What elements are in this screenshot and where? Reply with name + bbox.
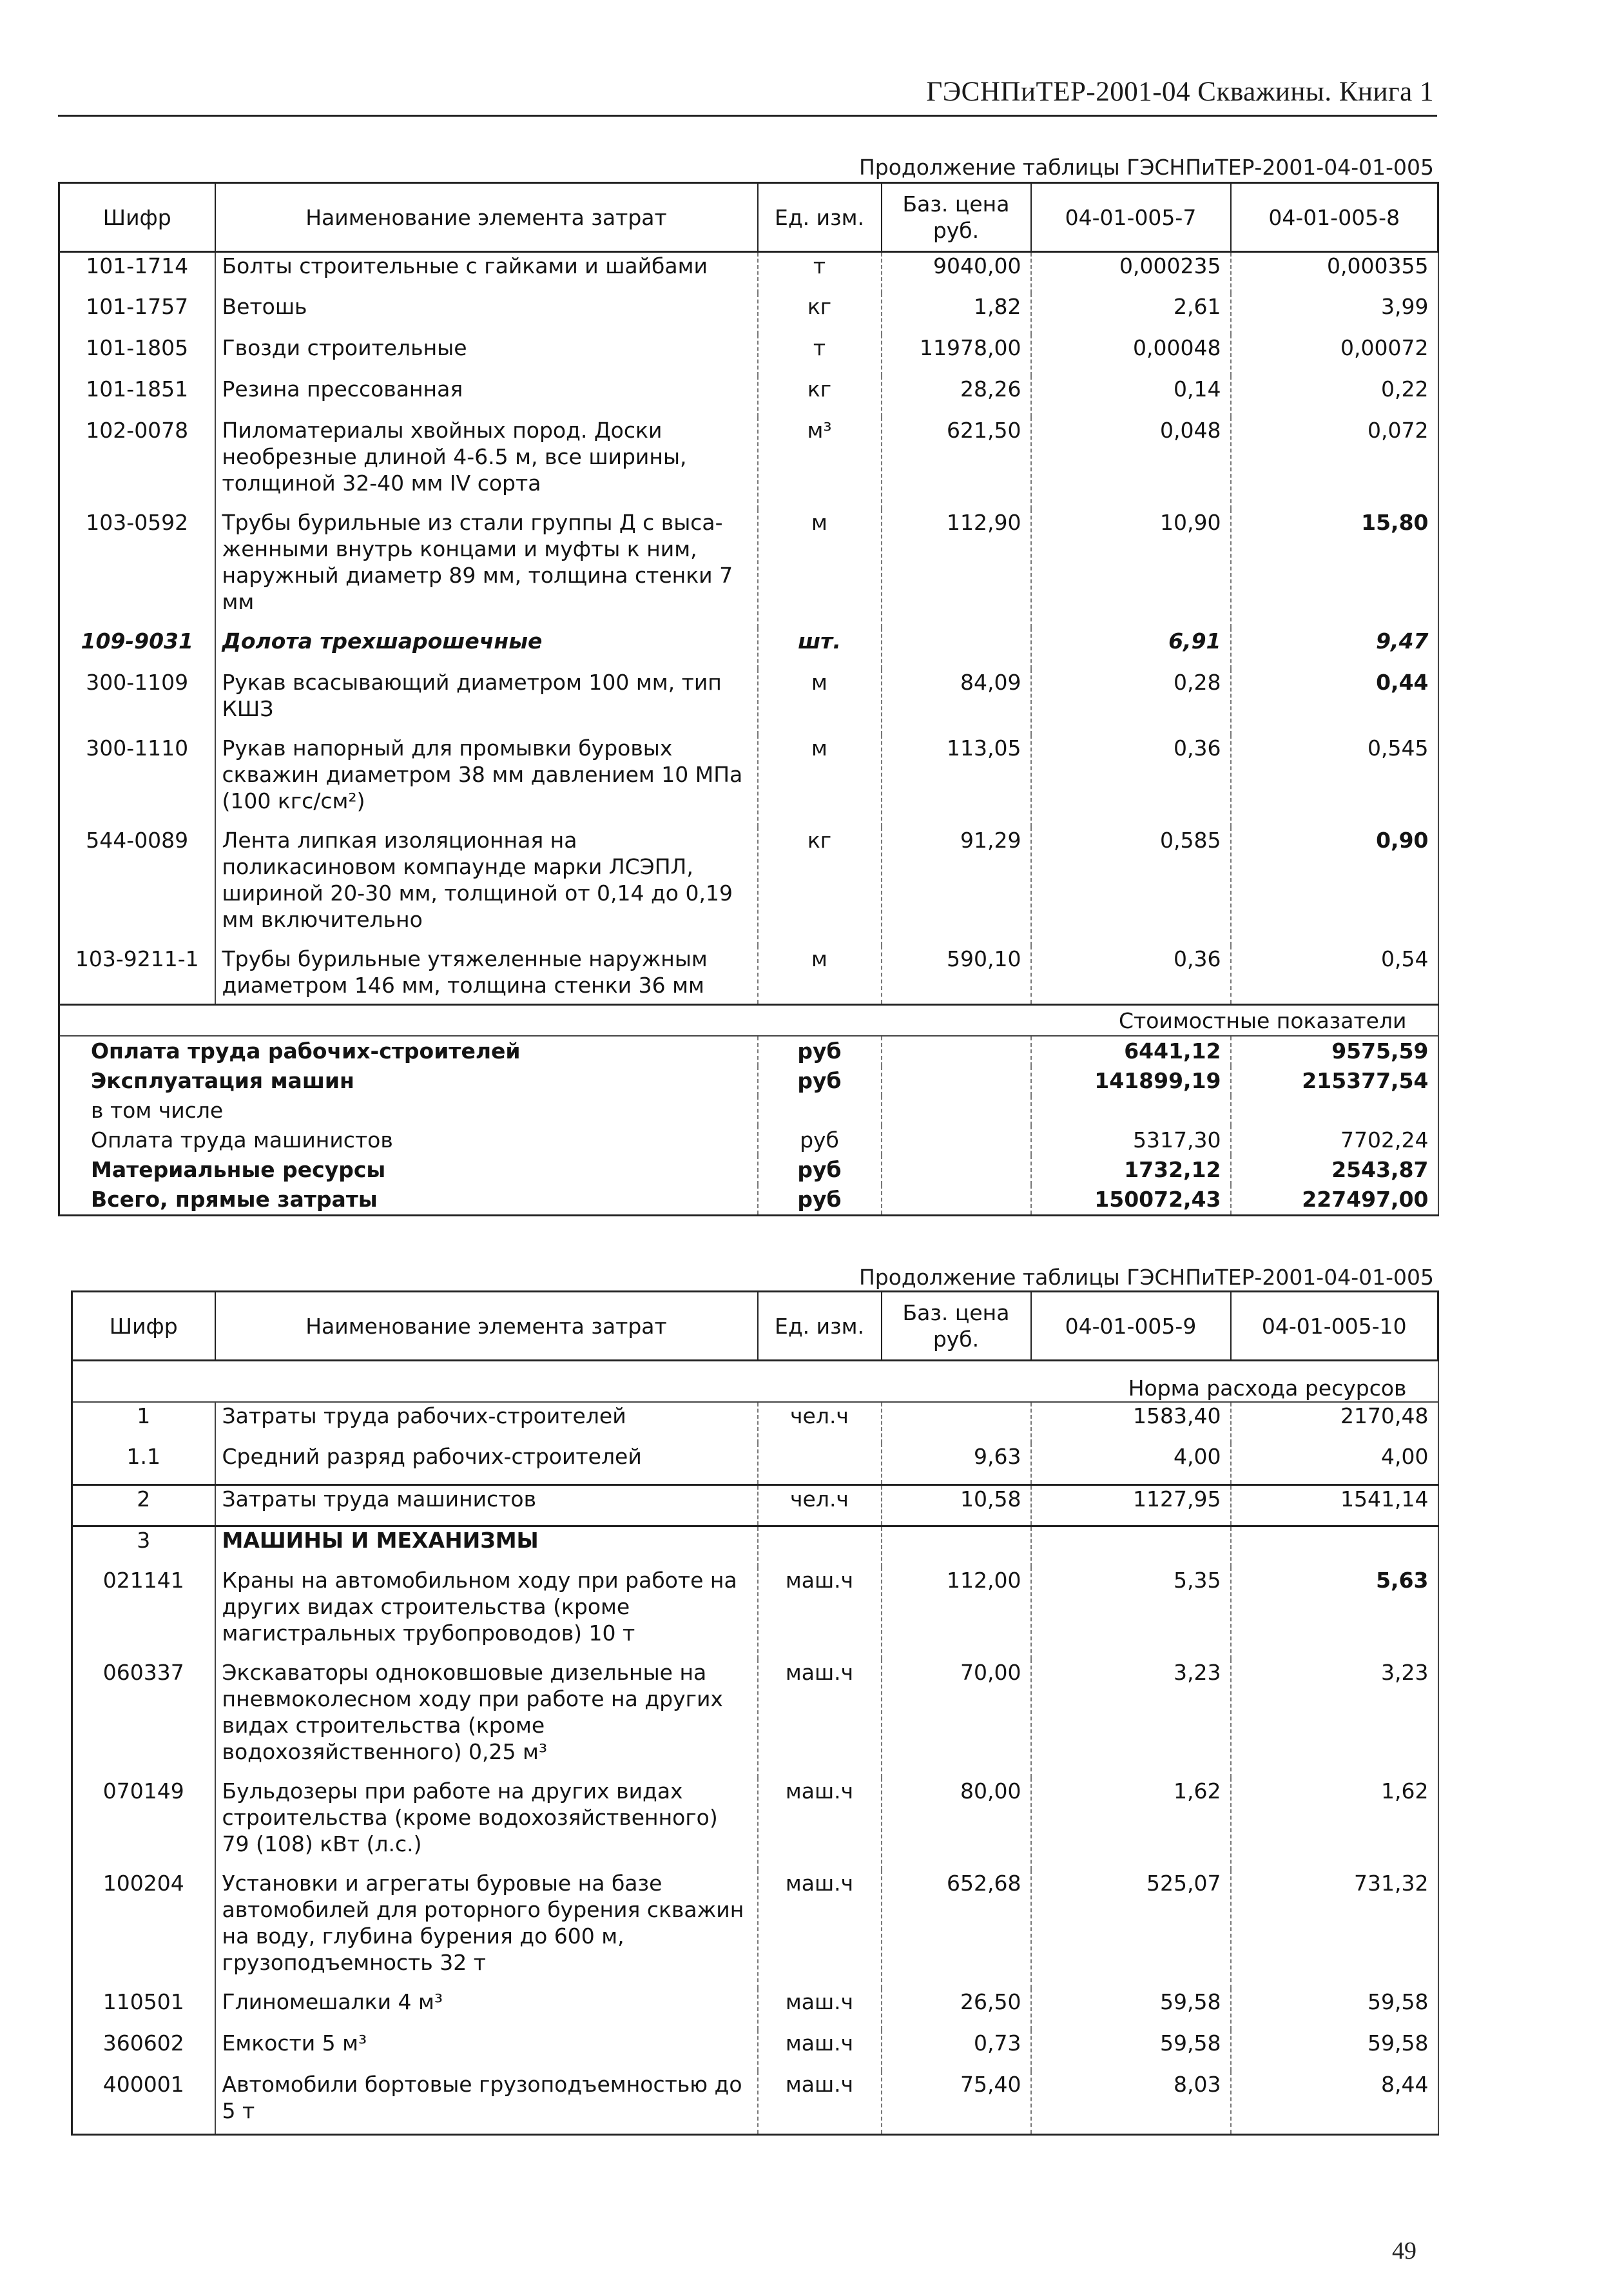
summary-label: Оплата труда рабочих-строителей <box>91 1038 521 1064</box>
row-value-col8: 0,545 <box>1231 735 1438 827</box>
row-code: 101-1805 <box>86 335 189 360</box>
col-header-unit: Ед. изм. <box>758 1292 882 1361</box>
cost-band-label: Стоимостные показатели <box>59 1005 1438 1037</box>
row-value-col9: 59,58 <box>1031 1989 1231 2030</box>
row-unit: т <box>758 252 882 293</box>
table2-caption: Продолжение таблицы ГЭСНПиТЕР-2001-04-01-005 <box>858 1265 1434 1290</box>
row-value-col8: 0,000355 <box>1231 252 1438 293</box>
row-name: Экскаваторы одноковшовые дизельные на пневмоколесном ходу при работе на других видах строительства (кроме водохозяйственного) 0,25 м³ <box>215 1659 758 1778</box>
summary-unit <box>758 1096 882 1125</box>
row-unit: маш.ч <box>758 1778 882 1870</box>
row-value-col9: 4,00 <box>1031 1443 1231 1485</box>
summary-value-col7: 6441,12 <box>1031 1036 1231 1066</box>
col-header-price: Баз. цена руб. <box>882 183 1031 252</box>
row-value-col8: 15,80 <box>1231 509 1438 628</box>
row-name: Рукав всасывающий диаметром 100 мм, тип КШЗ <box>215 669 758 735</box>
summary-label: Оплата труда машинистов <box>91 1127 393 1153</box>
row-price: 26,50 <box>882 1989 1031 2030</box>
row-value-col9 <box>1031 1526 1231 1567</box>
table-row <box>72 1526 1438 1567</box>
running-header: ГЭСНПиТЕР-2001-04 Скважины. Книга 1 <box>926 77 1434 107</box>
row-value-col8: 0,44 <box>1231 669 1438 735</box>
col-header-name: Наименование элемента затрат <box>215 1292 758 1361</box>
row-code: 2 <box>72 1485 215 1526</box>
row-name: Средний разряд рабочих-строителей <box>215 1443 758 1485</box>
table2-header-row <box>72 1292 1438 1361</box>
summary-value-col8: 227497,00 <box>1231 1185 1438 1216</box>
row-price: 0,73 <box>882 2030 1031 2071</box>
row-code: 021141 <box>102 1568 184 1593</box>
row-name: Бульдозеры при работе на других видах строительства (кроме водохозяйственного) 79 (108) кВт (л.с.) <box>215 1778 758 1870</box>
col-header-code: Шифр <box>59 183 215 252</box>
summary-value-col8: 9575,59 <box>1231 1036 1438 1066</box>
row-name: Затраты труда рабочих-строителей <box>215 1402 758 1443</box>
col-header-code: Шифр <box>72 1292 215 1361</box>
row-name: Гвозди строительные <box>215 335 758 376</box>
row-price: 590,10 <box>882 946 1031 1005</box>
row-price: 84,09 <box>882 669 1031 735</box>
table-row <box>59 509 1438 628</box>
summary-row <box>59 1155 1438 1185</box>
table-row <box>72 1485 1438 1526</box>
summary-value-col8: 7702,24 <box>1231 1125 1438 1155</box>
row-unit <box>758 1526 882 1567</box>
table-row <box>72 2071 1438 2134</box>
row-value-col7: 6,91 <box>1031 628 1231 669</box>
summary-empty <box>882 1066 1031 1096</box>
row-unit <box>758 1443 882 1485</box>
row-code: 360602 <box>102 2030 184 2056</box>
row-value-col10: 5,63 <box>1231 1567 1438 1659</box>
row-code: 101-1851 <box>86 376 189 402</box>
row-value-col8: 0,22 <box>1231 376 1438 417</box>
summary-empty <box>882 1096 1031 1125</box>
col-header-name: Наименование элемента затрат <box>215 183 758 252</box>
row-price <box>882 628 1031 669</box>
table1-header-row <box>59 183 1438 252</box>
summary-empty <box>882 1036 1031 1066</box>
row-code: 070149 <box>102 1778 184 1804</box>
table-row <box>72 1443 1438 1485</box>
row-price: 75,40 <box>882 2071 1031 2134</box>
row-code: 110501 <box>102 1989 184 2014</box>
row-code: 1.1 <box>126 1444 160 1469</box>
row-value-col8: 9,47 <box>1231 628 1438 669</box>
row-value-col10: 3,23 <box>1231 1659 1438 1778</box>
row-unit: кг <box>758 293 882 335</box>
summary-row <box>59 1185 1438 1216</box>
col-header-col9: 04-01-005-9 <box>1031 1292 1231 1361</box>
row-name: Затраты труда машинистов <box>215 1485 758 1526</box>
row-price: 9,63 <box>882 1443 1031 1485</box>
col-header-price: Баз. цена руб. <box>882 1292 1031 1361</box>
row-price: 113,05 <box>882 735 1031 827</box>
summary-unit: руб <box>758 1066 882 1096</box>
table-row <box>72 1870 1438 1989</box>
row-code: 400001 <box>102 2072 184 2097</box>
row-value-col9: 3,23 <box>1031 1659 1231 1778</box>
row-name: Ветошь <box>215 293 758 335</box>
row-value-col9: 5,35 <box>1031 1567 1231 1659</box>
row-unit: м <box>758 946 882 1005</box>
row-unit: маш.ч <box>758 2071 882 2134</box>
summary-value-col7 <box>1031 1096 1231 1125</box>
row-unit: шт. <box>758 628 882 669</box>
row-name: Лента липкая изоляционная на поликасиновом компаунде марки ЛСЭПЛ, шириной 20-30 мм, толщиной от 0,14 до 0,19 мм включительно <box>215 827 758 946</box>
summary-empty <box>882 1125 1031 1155</box>
row-name: Рукав напорный для промывки буровых скважин диаметром 38 мм давлением 10 МПа (100 кгс/см²) <box>215 735 758 827</box>
row-code: 544-0089 <box>86 827 189 853</box>
row-value-col9: 1127,95 <box>1031 1485 1231 1526</box>
row-unit: кг <box>758 376 882 417</box>
row-code: 101-1757 <box>86 293 189 319</box>
summary-value-col7: 1732,12 <box>1031 1155 1231 1185</box>
row-name: Автомобили бортовые грузоподъемностью до 5 т <box>215 2071 758 2134</box>
row-value-col9: 1583,40 <box>1031 1402 1231 1443</box>
row-value-col8: 0,072 <box>1231 417 1438 509</box>
row-value-col7: 0,36 <box>1031 735 1231 827</box>
row-unit: чел.ч <box>758 1402 882 1443</box>
row-unit: маш.ч <box>758 1870 882 1989</box>
row-price: 70,00 <box>882 1659 1031 1778</box>
row-code: 3 <box>72 1526 215 1567</box>
row-value-col7: 0,28 <box>1031 669 1231 735</box>
row-code: 300-1110 <box>86 735 189 761</box>
row-unit: чел.ч <box>758 1485 882 1526</box>
row-price: 1,82 <box>882 293 1031 335</box>
row-value-col10: 8,44 <box>1231 2071 1438 2134</box>
summary-value-col7: 150072,43 <box>1031 1185 1231 1216</box>
summary-label: в том числе <box>91 1098 224 1123</box>
row-value-col10 <box>1231 1526 1438 1567</box>
row-name: Глиномешалки 4 м³ <box>215 1989 758 2030</box>
summary-label: Эксплуатация машин <box>91 1068 354 1093</box>
row-value-col9: 8,03 <box>1031 2071 1231 2134</box>
row-value-col8: 3,99 <box>1231 293 1438 335</box>
row-value-col7: 0,00048 <box>1031 335 1231 376</box>
summary-unit: руб <box>758 1155 882 1185</box>
row-value-col7: 0,36 <box>1031 946 1231 1005</box>
row-value-col7: 0,000235 <box>1031 252 1231 293</box>
row-name: Болты строительные с гайками и шайбами <box>215 252 758 293</box>
norm-band-row <box>72 1361 1438 1403</box>
summary-empty <box>882 1155 1031 1185</box>
table-row <box>59 669 1438 735</box>
row-value-col10: 2170,48 <box>1231 1402 1438 1443</box>
row-unit: маш.ч <box>758 1567 882 1659</box>
row-code: 060337 <box>102 1660 184 1685</box>
norm-band-label: Норма расхода ресурсов <box>72 1361 1438 1403</box>
row-value-col9: 1,62 <box>1031 1778 1231 1870</box>
summary-value-col7: 141899,19 <box>1031 1066 1231 1096</box>
table-row <box>59 417 1438 509</box>
table-row <box>72 1989 1438 2030</box>
summary-label: Материальные ресурсы <box>91 1157 386 1182</box>
row-price: 11978,00 <box>882 335 1031 376</box>
row-value-col7: 10,90 <box>1031 509 1231 628</box>
summary-value-col8: 215377,54 <box>1231 1066 1438 1096</box>
row-code: 100204 <box>102 1871 184 1896</box>
row-code: 300-1109 <box>86 669 189 695</box>
row-code: 109-9031 <box>81 628 193 654</box>
row-price: 9040,00 <box>882 252 1031 293</box>
row-code: 102-0078 <box>86 417 189 443</box>
row-price: 28,26 <box>882 376 1031 417</box>
summary-label: Всего, прямые затраты <box>91 1187 378 1212</box>
col-header-col8: 04-01-005-8 <box>1231 183 1438 252</box>
row-value-col10: 731,32 <box>1231 1870 1438 1989</box>
summary-row <box>59 1066 1438 1096</box>
row-name: Долота трехшарошечные <box>215 628 758 669</box>
table-row <box>72 2030 1438 2071</box>
row-price: 91,29 <box>882 827 1031 946</box>
row-name: Краны на автомобильном ходу при работе на других видах строительства (кроме магистральных трубопроводов) 10 т <box>215 1567 758 1659</box>
row-name: Емкости 5 м³ <box>215 2030 758 2071</box>
summary-row <box>59 1036 1438 1066</box>
row-unit: м³ <box>758 417 882 509</box>
row-price: 80,00 <box>882 1778 1031 1870</box>
header-rule <box>58 115 1437 117</box>
row-value-col7: 0,14 <box>1031 376 1231 417</box>
row-price <box>882 1526 1031 1567</box>
table-row <box>72 1402 1438 1443</box>
row-name: Пиломатериалы хвойных пород. Доски необрезные длиной 4-6.5 м, все ширины, толщиной 32-40 мм IV сорта <box>215 417 758 509</box>
table-row <box>72 1567 1438 1659</box>
row-code: 101-1714 <box>86 253 189 278</box>
row-code: 1 <box>137 1403 151 1428</box>
row-unit: маш.ч <box>758 1989 882 2030</box>
row-unit: кг <box>758 827 882 946</box>
table-row <box>72 1778 1438 1870</box>
table-row <box>59 252 1438 293</box>
summary-value-col8 <box>1231 1096 1438 1125</box>
row-price: 112,00 <box>882 1567 1031 1659</box>
table-row <box>59 946 1438 1005</box>
row-value-col10: 59,58 <box>1231 2030 1438 2071</box>
row-price: 112,90 <box>882 509 1031 628</box>
table-row <box>59 735 1438 827</box>
row-name: Установки и агрегаты буровые на базе автомобилей для роторного бурения скважин на воду, глубина бурения до 600 м, грузоподъемность 32 т <box>215 1870 758 1989</box>
row-value-col7: 2,61 <box>1031 293 1231 335</box>
row-value-col10: 1,62 <box>1231 1778 1438 1870</box>
summary-row <box>59 1125 1438 1155</box>
table-row <box>59 827 1438 946</box>
summary-unit: руб <box>758 1125 882 1155</box>
row-value-col8: 0,90 <box>1231 827 1438 946</box>
table-row <box>59 376 1438 417</box>
summary-value-col7: 5317,30 <box>1031 1125 1231 1155</box>
row-name: Трубы бурильные из стали группы Д с выса-женными внутрь концами и муфты к ним, наружный диаметр 89 мм, толщина стенки 7 мм <box>215 509 758 628</box>
row-unit: маш.ч <box>758 2030 882 2071</box>
row-unit: м <box>758 735 882 827</box>
table-row <box>59 293 1438 335</box>
row-code: 103-9211-1 <box>75 946 199 971</box>
row-name: МАШИНЫ И МЕХАНИЗМЫ <box>215 1526 758 1567</box>
row-price <box>882 1402 1031 1443</box>
row-value-col10: 59,58 <box>1231 1989 1438 2030</box>
summary-unit: руб <box>758 1185 882 1216</box>
row-value-col9: 59,58 <box>1031 2030 1231 2071</box>
row-value-col9: 525,07 <box>1031 1870 1231 1989</box>
row-value-col8: 0,00072 <box>1231 335 1438 376</box>
row-name: Трубы бурильные утяжеленные наружным диаметром 146 мм, толщина стенки 36 мм <box>215 946 758 1005</box>
col-header-col7: 04-01-005-7 <box>1031 183 1231 252</box>
row-value-col7: 0,585 <box>1031 827 1231 946</box>
row-name: Резина прессованная <box>215 376 758 417</box>
row-price: 621,50 <box>882 417 1031 509</box>
row-code: 103-0592 <box>86 509 189 535</box>
table2 <box>71 1290 1439 2136</box>
row-value-col7: 0,048 <box>1031 417 1231 509</box>
col-header-unit: Ед. изм. <box>758 183 882 252</box>
col-header-col10: 04-01-005-10 <box>1231 1292 1438 1361</box>
summary-row <box>59 1096 1438 1125</box>
row-value-col10: 1541,14 <box>1231 1485 1438 1526</box>
row-unit: маш.ч <box>758 1659 882 1778</box>
row-unit: м <box>758 669 882 735</box>
row-price: 10,58 <box>882 1485 1031 1526</box>
summary-unit: руб <box>758 1036 882 1066</box>
table-row <box>59 335 1438 376</box>
row-value-col8: 0,54 <box>1231 946 1438 1005</box>
row-unit: м <box>758 509 882 628</box>
summary-empty <box>882 1185 1031 1216</box>
page-number: 49 <box>1392 2237 1416 2264</box>
cost-band-row <box>59 1005 1438 1037</box>
row-price: 652,68 <box>882 1870 1031 1989</box>
table1 <box>58 182 1439 1216</box>
table-row <box>72 1659 1438 1778</box>
row-unit: т <box>758 335 882 376</box>
summary-value-col8: 2543,87 <box>1231 1155 1438 1185</box>
table1-caption: Продолжение таблицы ГЭСНПиТЕР-2001-04-01-005 <box>858 155 1434 180</box>
row-value-col10: 4,00 <box>1231 1443 1438 1485</box>
table-row <box>59 628 1438 669</box>
